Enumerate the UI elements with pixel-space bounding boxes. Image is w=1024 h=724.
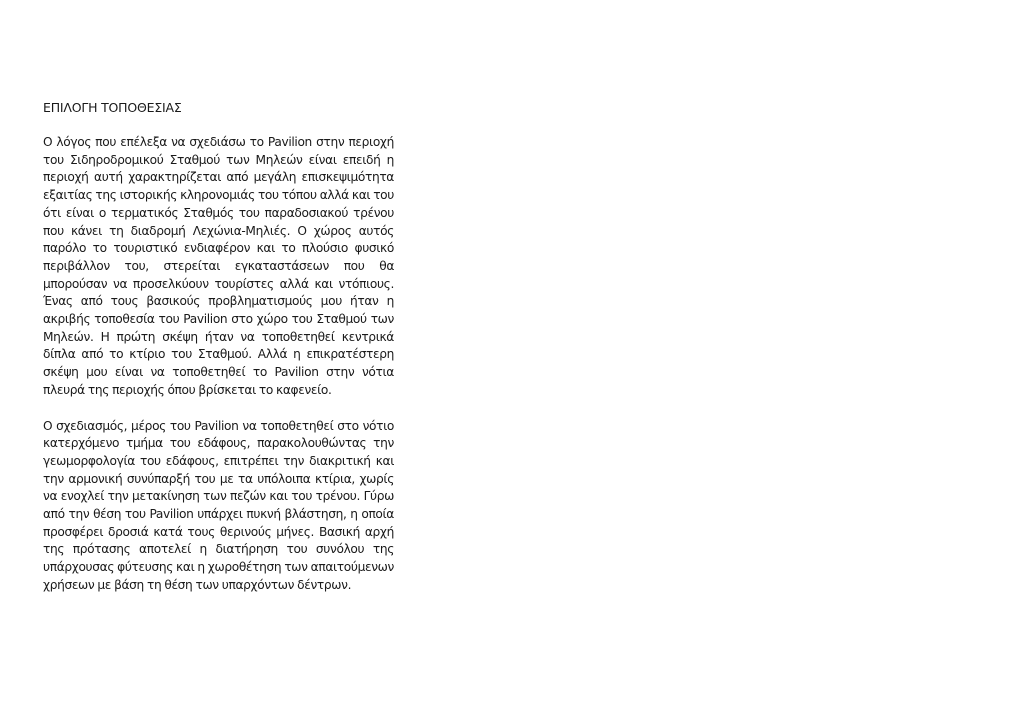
paragraph-design-approach: Ο σχεδιασμός, μέρος του Pavilion να τοποθετηθεί στο νότιο κατερχόμενο τμήμα του εδάφους, παρακολουθώντας την γεωμορφολογία του εδάφους, επιτρέπει την διακριτική και την αρμονική συνύπαρξή του με τα υπόλοιπα κτίρια, χωρίς να ενοχλεί την μετακίνηση των πεζών και του τρένου. Γύρω από την θέση του Pavilion υπάρχει πυκνή βλάστηση, η οποία προσφέρει δροσιά κατά τους θερινούς μήνες. Βασική αρχή της πρότασης αποτελεί η διατήρηση του συνόλου της υπάρχουσας φύτευσης και η χωροθέτηση των απαιτούμενων χρήσεων με βάση τη θέση των υπαρχόντων δέντρων. (43, 418, 394, 592)
paragraph-site-selection: Ο λόγος που επέλεξα να σχεδιάσω το Pavilion στην περιοχή του Σιδηροδρομικού Σταθμού των Μηλεών είναι επειδή η περιοχή αυτή χαρακτηρίζεται από μεγάλη επισκεψιμότητα εξαιτίας της ιστορικής κληρονομιάς του τόπου αλλά και του ότι είναι ο τερματικός Σταθμός του παραδοσιακού τρένου που κάνει τη διαδρομή Λεχώνια-Μηλιές. Ο χώρος αυτός παρόλο το τουριστικό ενδιαφέρον και το πλούσιο φυσικό περιβάλλον του, στερείται εγκαταστάσεων που θα μπορούσαν να προσελκύουν τουρίστες αλλά και ντόπιους. Ένας από τους βασικούς προβληματισμούς μου ήταν η ακριβής τοποθεσία του Pavilion στο χώρο του Σταθμού των Μηλεών. Η πρώτη σκέψη ήταν να τοποθετηθεί κεντρικά δίπλα από το κτίριο του Σταθμού. Αλλά η επικρατέστερη σκέψη μου είναι να τοποθετηθεί το Pavilion στην νότια πλευρά της περιοχής όπου βρίσκεται το καφενείο. (43, 135, 394, 397)
text-column (43, 99, 394, 613)
section-heading: ΕΠΙΛΟΓΗ ΤΟΠΟΘΕΣΙΑΣ (43, 100, 182, 115)
